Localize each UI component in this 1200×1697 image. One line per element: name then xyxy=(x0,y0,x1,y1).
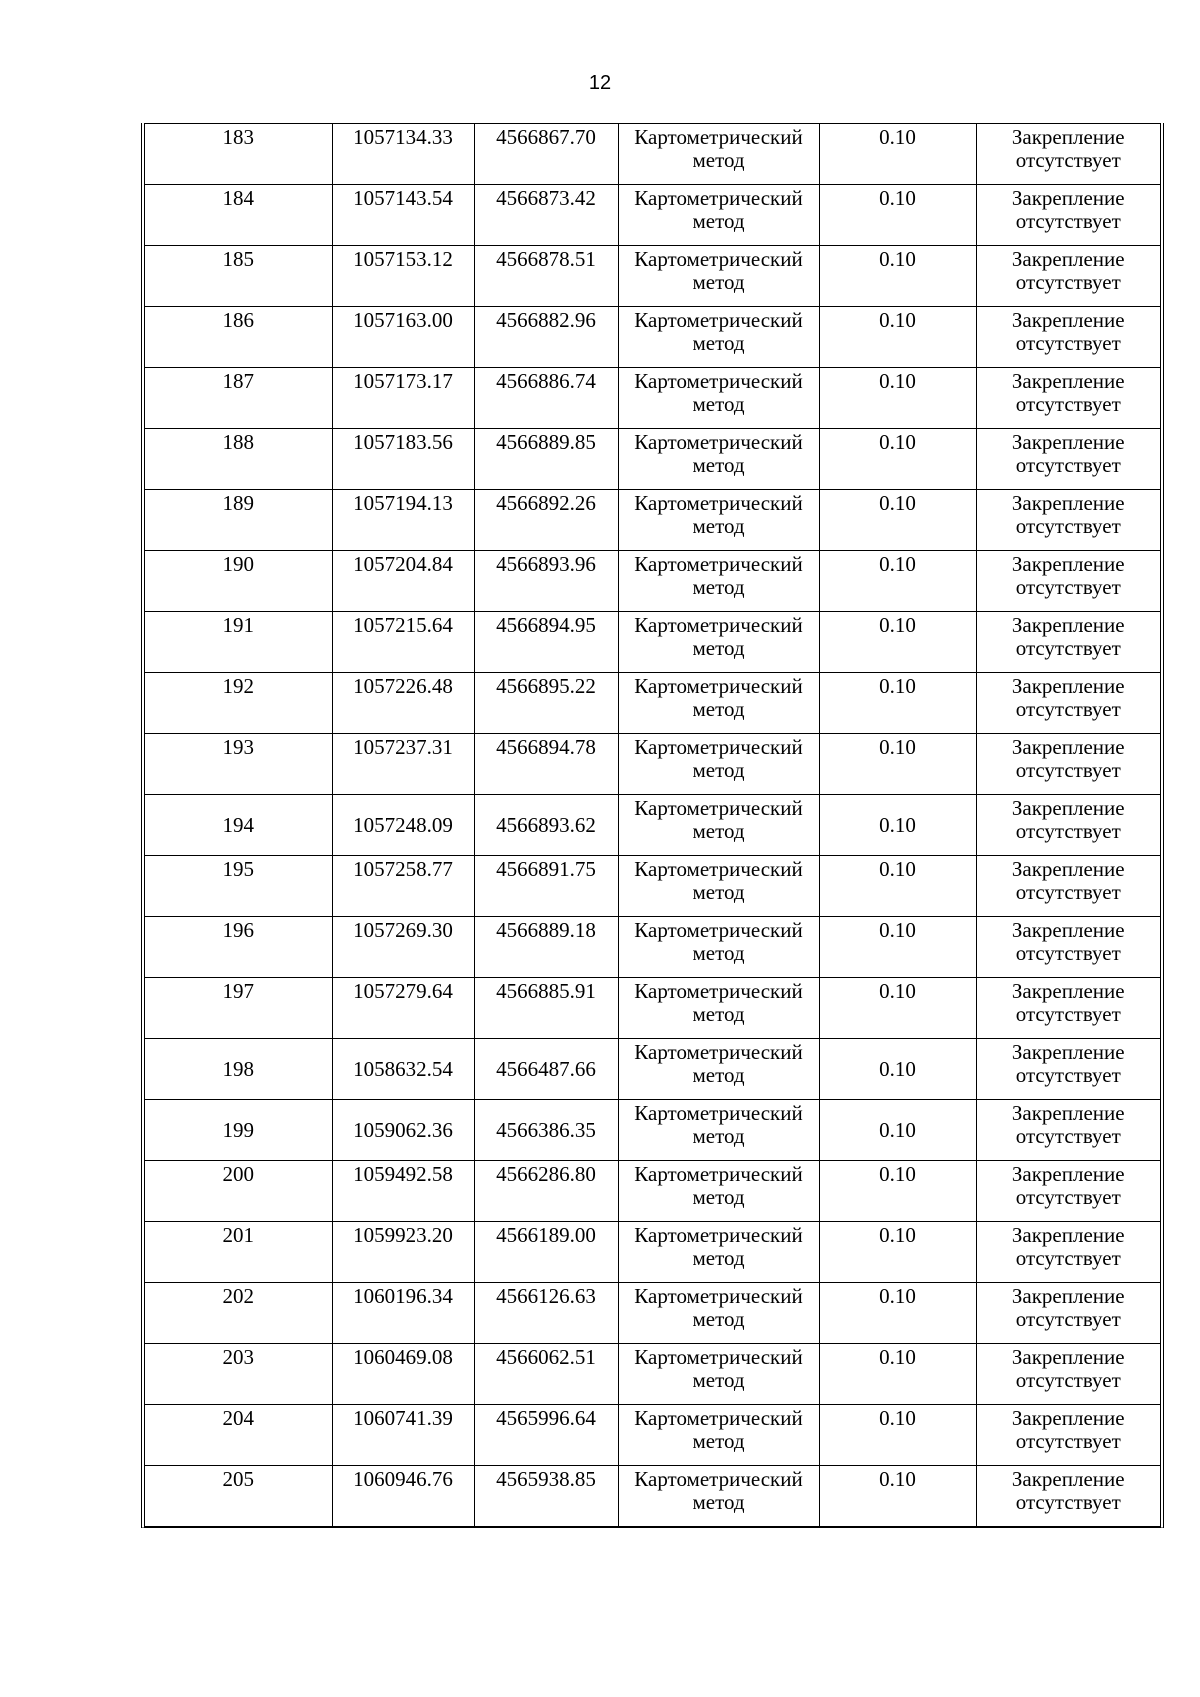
method-cell: Картометрический метод xyxy=(618,368,819,429)
precision-cell: 0.10 xyxy=(819,185,976,246)
fixing-cell: Закрепление отсутствует xyxy=(976,1161,1160,1222)
x-coordinate-cell: 1057204.84 xyxy=(332,551,474,612)
y-coordinate-cell: 4566889.18 xyxy=(474,917,618,978)
point-number-cell: 187 xyxy=(145,368,332,429)
point-number-cell: 200 xyxy=(145,1161,332,1222)
fixing-cell: Закрепление отсутствует xyxy=(976,1100,1160,1161)
fixing-cell: Закрепление отсутствует xyxy=(976,429,1160,490)
method-cell: Картометрический метод xyxy=(618,490,819,551)
x-coordinate-cell: 1057153.12 xyxy=(332,246,474,307)
y-coordinate-cell: 4566891.75 xyxy=(474,856,618,917)
precision-cell: 0.10 xyxy=(819,429,976,490)
table-row xyxy=(145,917,1160,978)
point-number-cell: 204 xyxy=(145,1405,332,1466)
coordinates-table-wrapper xyxy=(141,123,1164,1528)
table-row xyxy=(145,429,1160,490)
table-row xyxy=(145,490,1160,551)
point-number-cell: 202 xyxy=(145,1283,332,1344)
x-coordinate-cell: 1060741.39 xyxy=(332,1405,474,1466)
fixing-cell: Закрепление отсутствует xyxy=(976,1405,1160,1466)
fixing-cell: Закрепление отсутствует xyxy=(976,185,1160,246)
fixing-cell: Закрепление отсутствует xyxy=(976,246,1160,307)
method-cell: Картометрический метод xyxy=(618,1283,819,1344)
point-number-cell: 191 xyxy=(145,612,332,673)
x-coordinate-cell: 1057173.17 xyxy=(332,368,474,429)
table-row xyxy=(145,185,1160,246)
x-coordinate-cell: 1057183.56 xyxy=(332,429,474,490)
y-coordinate-cell: 4566893.96 xyxy=(474,551,618,612)
table-row xyxy=(145,795,1160,856)
fixing-cell: Закрепление отсутствует xyxy=(976,734,1160,795)
y-coordinate-cell: 4566878.51 xyxy=(474,246,618,307)
x-coordinate-cell: 1059492.58 xyxy=(332,1161,474,1222)
point-number-cell: 183 xyxy=(145,124,332,185)
y-coordinate-cell: 4566895.22 xyxy=(474,673,618,734)
y-coordinate-cell: 4566062.51 xyxy=(474,1344,618,1405)
method-cell: Картометрический метод xyxy=(618,612,819,673)
precision-cell: 0.10 xyxy=(819,307,976,368)
y-coordinate-cell: 4566885.91 xyxy=(474,978,618,1039)
precision-cell: 0.10 xyxy=(819,1100,976,1161)
table-row xyxy=(145,307,1160,368)
y-coordinate-cell: 4566386.35 xyxy=(474,1100,618,1161)
x-coordinate-cell: 1057258.77 xyxy=(332,856,474,917)
method-cell: Картометрический метод xyxy=(618,673,819,734)
table-row xyxy=(145,246,1160,307)
point-number-cell: 195 xyxy=(145,856,332,917)
method-cell: Картометрический метод xyxy=(618,1344,819,1405)
y-coordinate-cell: 4566189.00 xyxy=(474,1222,618,1283)
y-coordinate-cell: 4566882.96 xyxy=(474,307,618,368)
x-coordinate-cell: 1057279.64 xyxy=(332,978,474,1039)
y-coordinate-cell: 4566873.42 xyxy=(474,185,618,246)
method-cell: Картометрический метод xyxy=(618,124,819,185)
table-row xyxy=(145,368,1160,429)
point-number-cell: 189 xyxy=(145,490,332,551)
method-cell: Картометрический метод xyxy=(618,795,819,856)
x-coordinate-cell: 1058632.54 xyxy=(332,1039,474,1100)
y-coordinate-cell: 4566894.78 xyxy=(474,734,618,795)
fixing-cell: Закрепление отсутствует xyxy=(976,612,1160,673)
x-coordinate-cell: 1059923.20 xyxy=(332,1222,474,1283)
fixing-cell: Закрепление отсутствует xyxy=(976,368,1160,429)
x-coordinate-cell: 1057237.31 xyxy=(332,734,474,795)
page-number: 12 xyxy=(588,72,612,94)
fixing-cell: Закрепление отсутствует xyxy=(976,1344,1160,1405)
y-coordinate-cell: 4566892.26 xyxy=(474,490,618,551)
point-number-cell: 197 xyxy=(145,978,332,1039)
y-coordinate-cell: 4565938.85 xyxy=(474,1466,618,1527)
x-coordinate-cell: 1059062.36 xyxy=(332,1100,474,1161)
y-coordinate-cell: 4566893.62 xyxy=(474,795,618,856)
table-row xyxy=(145,734,1160,795)
fixing-cell: Закрепление отсутствует xyxy=(976,795,1160,856)
x-coordinate-cell: 1057248.09 xyxy=(332,795,474,856)
point-number-cell: 205 xyxy=(145,1466,332,1527)
method-cell: Картометрический метод xyxy=(618,1466,819,1527)
y-coordinate-cell: 4566886.74 xyxy=(474,368,618,429)
precision-cell: 0.10 xyxy=(819,1405,976,1466)
x-coordinate-cell: 1060946.76 xyxy=(332,1466,474,1527)
x-coordinate-cell: 1057215.64 xyxy=(332,612,474,673)
point-number-cell: 201 xyxy=(145,1222,332,1283)
method-cell: Картометрический метод xyxy=(618,978,819,1039)
point-number-cell: 186 xyxy=(145,307,332,368)
precision-cell: 0.10 xyxy=(819,551,976,612)
precision-cell: 0.10 xyxy=(819,124,976,185)
table-row xyxy=(145,1222,1160,1283)
y-coordinate-cell: 4566126.63 xyxy=(474,1283,618,1344)
fixing-cell: Закрепление отсутствует xyxy=(976,978,1160,1039)
point-number-cell: 185 xyxy=(145,246,332,307)
table-row xyxy=(145,856,1160,917)
precision-cell: 0.10 xyxy=(819,1283,976,1344)
fixing-cell: Закрепление отсутствует xyxy=(976,1039,1160,1100)
method-cell: Картометрический метод xyxy=(618,185,819,246)
fixing-cell: Закрепление отсутствует xyxy=(976,1283,1160,1344)
precision-cell: 0.10 xyxy=(819,1161,976,1222)
point-number-cell: 198 xyxy=(145,1039,332,1100)
table-body xyxy=(145,124,1160,1527)
table-row xyxy=(145,612,1160,673)
x-coordinate-cell: 1057194.13 xyxy=(332,490,474,551)
table-row xyxy=(145,673,1160,734)
method-cell: Картометрический метод xyxy=(618,246,819,307)
point-number-cell: 192 xyxy=(145,673,332,734)
precision-cell: 0.10 xyxy=(819,1344,976,1405)
precision-cell: 0.10 xyxy=(819,734,976,795)
method-cell: Картометрический метод xyxy=(618,856,819,917)
fixing-cell: Закрепление отсутствует xyxy=(976,124,1160,185)
point-number-cell: 203 xyxy=(145,1344,332,1405)
fixing-cell: Закрепление отсутствует xyxy=(976,490,1160,551)
point-number-cell: 196 xyxy=(145,917,332,978)
y-coordinate-cell: 4566867.70 xyxy=(474,124,618,185)
table-row xyxy=(145,1466,1160,1527)
table-row xyxy=(145,1161,1160,1222)
precision-cell: 0.10 xyxy=(819,1222,976,1283)
x-coordinate-cell: 1057134.33 xyxy=(332,124,474,185)
method-cell: Картометрический метод xyxy=(618,1100,819,1161)
method-cell: Картометрический метод xyxy=(618,429,819,490)
y-coordinate-cell: 4565996.64 xyxy=(474,1405,618,1466)
fixing-cell: Закрепление отсутствует xyxy=(976,1222,1160,1283)
precision-cell: 0.10 xyxy=(819,673,976,734)
point-number-cell: 199 xyxy=(145,1100,332,1161)
table-row xyxy=(145,1405,1160,1466)
precision-cell: 0.10 xyxy=(819,246,976,307)
precision-cell: 0.10 xyxy=(819,612,976,673)
y-coordinate-cell: 4566889.85 xyxy=(474,429,618,490)
table-row xyxy=(145,551,1160,612)
precision-cell: 0.10 xyxy=(819,795,976,856)
fixing-cell: Закрепление отсутствует xyxy=(976,856,1160,917)
precision-cell: 0.10 xyxy=(819,1466,976,1527)
x-coordinate-cell: 1057163.00 xyxy=(332,307,474,368)
x-coordinate-cell: 1060469.08 xyxy=(332,1344,474,1405)
point-number-cell: 194 xyxy=(145,795,332,856)
precision-cell: 0.10 xyxy=(819,490,976,551)
point-number-cell: 193 xyxy=(145,734,332,795)
table-row xyxy=(145,1039,1160,1100)
fixing-cell: Закрепление отсутствует xyxy=(976,551,1160,612)
y-coordinate-cell: 4566894.95 xyxy=(474,612,618,673)
fixing-cell: Закрепление отсутствует xyxy=(976,1466,1160,1527)
point-number-cell: 184 xyxy=(145,185,332,246)
table-row xyxy=(145,124,1160,185)
table-row xyxy=(145,1344,1160,1405)
method-cell: Картометрический метод xyxy=(618,1222,819,1283)
point-number-cell: 188 xyxy=(145,429,332,490)
precision-cell: 0.10 xyxy=(819,856,976,917)
x-coordinate-cell: 1060196.34 xyxy=(332,1283,474,1344)
fixing-cell: Закрепление отсутствует xyxy=(976,673,1160,734)
x-coordinate-cell: 1057226.48 xyxy=(332,673,474,734)
method-cell: Картометрический метод xyxy=(618,734,819,795)
y-coordinate-cell: 4566487.66 xyxy=(474,1039,618,1100)
precision-cell: 0.10 xyxy=(819,917,976,978)
point-number-cell: 190 xyxy=(145,551,332,612)
precision-cell: 0.10 xyxy=(819,1039,976,1100)
fixing-cell: Закрепление отсутствует xyxy=(976,917,1160,978)
precision-cell: 0.10 xyxy=(819,978,976,1039)
precision-cell: 0.10 xyxy=(819,368,976,429)
method-cell: Картометрический метод xyxy=(618,307,819,368)
coordinates-table xyxy=(145,123,1160,1527)
y-coordinate-cell: 4566286.80 xyxy=(474,1161,618,1222)
method-cell: Картометрический метод xyxy=(618,551,819,612)
fixing-cell: Закрепление отсутствует xyxy=(976,307,1160,368)
table-row xyxy=(145,1100,1160,1161)
method-cell: Картометрический метод xyxy=(618,1405,819,1466)
x-coordinate-cell: 1057143.54 xyxy=(332,185,474,246)
table-row xyxy=(145,978,1160,1039)
table-row xyxy=(145,1283,1160,1344)
method-cell: Картометрический метод xyxy=(618,917,819,978)
method-cell: Картометрический метод xyxy=(618,1039,819,1100)
method-cell: Картометрический метод xyxy=(618,1161,819,1222)
x-coordinate-cell: 1057269.30 xyxy=(332,917,474,978)
